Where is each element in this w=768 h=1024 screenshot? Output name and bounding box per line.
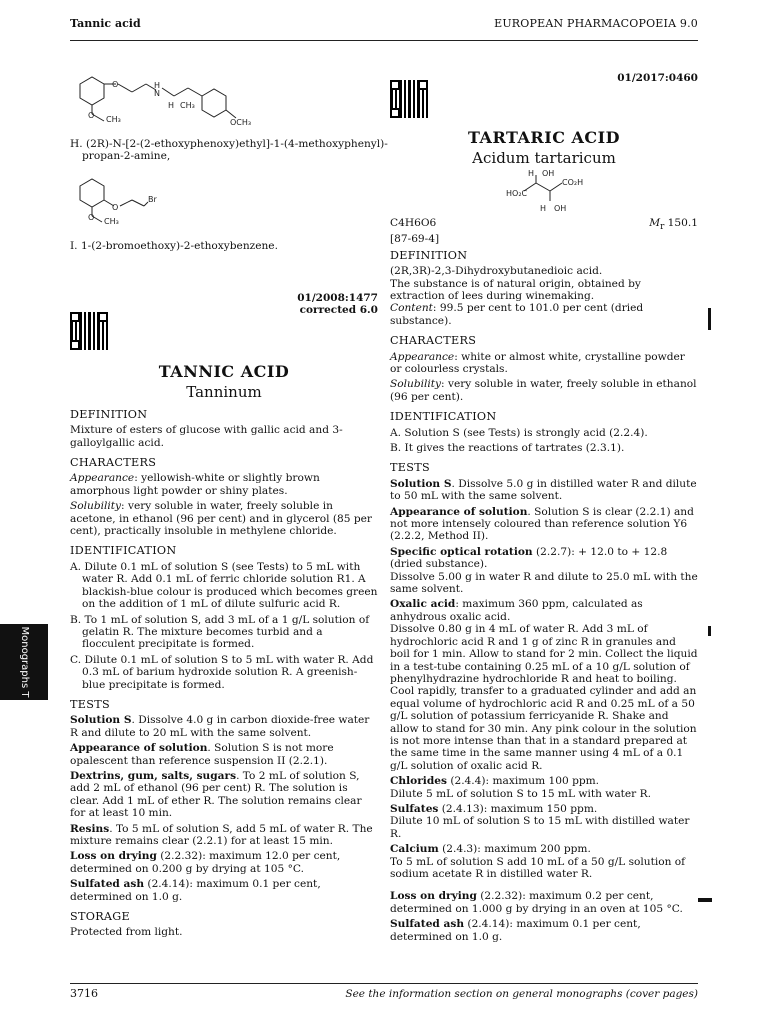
- impurity-h-name: H. (2R)-N-[2-(2-ethoxyphenoxy)ethyl]-1-(4-methoxyphenyl)-propan-2-amine,: [70, 138, 388, 163]
- test-appearance: Appearance of solution. Solution S is clear (2.2.1) and not more intensely coloured than reference solution Y6 (2.2.2, Method II).: [390, 505, 694, 543]
- section-heading: CHARACTERS: [70, 456, 157, 470]
- svg-text:CH₃: CH₃: [106, 115, 121, 124]
- tannic-acid-reference: 01/2008:1477 corrected 6.0: [297, 292, 378, 316]
- svg-text:Br: Br: [148, 195, 157, 204]
- svg-text:CH₃: CH₃: [104, 217, 119, 226]
- svg-text:CH₃: CH₃: [180, 101, 195, 110]
- change-mark: [698, 898, 712, 902]
- monograph-latin-name: Tanninum: [186, 383, 262, 402]
- section-heading: TESTS: [70, 697, 110, 711]
- section-heading: STORAGE: [70, 910, 131, 924]
- section-heading: IDENTIFICATION: [390, 410, 497, 424]
- tannic-acid-qr-code-image: [70, 312, 108, 350]
- solubility-text: Solubility: very soluble in water, freely soluble in acetone, in ethanol (96 per cent) and in glycerol (85 per cent), practically insoluble in methylene chloride.: [70, 500, 372, 538]
- change-bar: [708, 626, 711, 636]
- molecular-formula: C4H6O6: [390, 216, 437, 229]
- monographs-side-tab: Monographs T: [0, 624, 48, 700]
- running-header-left: Tannic acid: [70, 17, 141, 30]
- test-optical-rotation-method: Dissolve 5.00 g in water R and dilute to 25.0 mL with the same solvent.: [390, 570, 698, 596]
- test-chlorides: Chlorides (2.4.4): maximum 100 ppm.: [390, 775, 600, 788]
- section-heading: CHARACTERS: [390, 334, 477, 348]
- cas-number: [87-69-4]: [390, 233, 440, 246]
- svg-text:O: O: [88, 213, 95, 222]
- change-bar: [708, 308, 711, 330]
- appearance-text: Appearance: yellowish-white or slightly brown amorphous light powder or shiny plates.: [70, 472, 320, 497]
- running-header-right: EUROPEAN PHARMACOPOEIA 9.0: [494, 17, 698, 30]
- test-optical-rotation: Specific optical rotation (2.2.7): + 12.0 to + 12.8 (dried substance).: [390, 545, 668, 571]
- storage-text: Protected from light.: [70, 926, 183, 939]
- definition-text: (2R,3R)-2,3-Dihydroxybutanedioic acid.: [390, 265, 603, 278]
- test-solution-s: Solution S. Dissolve 4.0 g in carbon dioxide-free water R and dilute to 20 mL with the same solvent.: [70, 714, 370, 739]
- svg-text:H: H: [168, 101, 175, 110]
- identification-c: C. Dilute 0.1 mL of solution S to 5 mL with water R. Add 0.3 mL of barium hydroxide solution R. A greenish-blue precipitate is formed.: [70, 653, 374, 691]
- svg-text:H: H: [540, 203, 547, 213]
- test-chlorides-method: Dilute 5 mL of solution S to 15 mL with water R.: [390, 787, 651, 800]
- tartaric-acid-monograph: [390, 128, 698, 946]
- test-appearance: Appearance of solution. Solution S is not more opalescent than reference suspension II (2.2.1).: [70, 742, 334, 767]
- section-heading: DEFINITION: [390, 248, 468, 262]
- footer-rule: [70, 983, 698, 984]
- test-oxalic-acid: Oxalic acid: maximum 360 ppm, calculated as anhydrous oxalic acid.: [390, 598, 643, 623]
- svg-text:H: H: [528, 168, 535, 178]
- page-number: 3716: [70, 987, 98, 1000]
- tartaric-acid-reference: 01/2017:0460: [617, 72, 698, 84]
- svg-text:OCH₃: OCH₃: [230, 118, 252, 127]
- identification-a: A. Dilute 0.1 mL of solution S (see Tests) to 5 mL with water R. Add 0.1 mL of ferric chloride solution R1. A blackish-blue colour is produced which becomes green on the addition of 1 mL of dilute sulfuric acid R.: [70, 560, 378, 611]
- relative-molecular-mass: $M_r$ 150.1: [649, 216, 698, 232]
- test-resins: Resins. To 5 mL of solution S, add 5 mL of water R. The mixture remains clear (2.2.1) for at least 15 min.: [70, 822, 373, 847]
- tartaric-acid-qr-code-image: [390, 80, 428, 118]
- svg-text:H: H: [154, 81, 161, 90]
- solubility-text: Solubility: very soluble in water, freely soluble in ethanol (96 per cent).: [390, 378, 697, 403]
- monograph-title: TANNIC ACID: [158, 362, 290, 381]
- identification-b: B. It gives the reactions of tartrates (2.3.1).: [390, 442, 625, 455]
- tannic-acid-monograph: [70, 362, 378, 942]
- svg-text:O: O: [88, 111, 95, 120]
- content-text: Content: 99.5 per cent to 101.0 per cent (dried substance).: [390, 302, 644, 327]
- tartaric-acid-structure-image: [390, 169, 698, 213]
- svg-text:CO₂H: CO₂H: [562, 177, 584, 187]
- svg-text:OH: OH: [554, 203, 567, 213]
- impurity-i-name: I. 1-(2-bromoethoxy)-2-ethoxybenzene.: [70, 240, 278, 252]
- test-calcium: Calcium (2.4.3): maximum 200 ppm.: [390, 843, 591, 856]
- test-sulfates-method: Dilute 10 mL of solution S to 15 mL with distilled water R.: [390, 815, 690, 840]
- test-loss-on-drying: Loss on drying (2.2.32): maximum 12.0 per cent, determined on 0.200 g by drying at 105 °C.: [70, 850, 341, 875]
- svg-text:HO₂C: HO₂C: [506, 188, 528, 198]
- test-sulfates: Sulfates (2.4.13): maximum 150 ppm.: [390, 802, 598, 815]
- impurity-i-structure-image: [70, 176, 180, 230]
- svg-text:N: N: [154, 89, 160, 98]
- section-heading: DEFINITION: [70, 407, 148, 421]
- impurity-h-structure-image: [70, 70, 260, 132]
- test-solution-s: Solution S. Dissolve 5.0 g in distilled water R and dilute to 50 mL with the same solvent.: [390, 477, 697, 503]
- section-heading: IDENTIFICATION: [70, 544, 177, 558]
- monograph-title: TARTARIC ACID: [468, 128, 620, 147]
- identification-b: B. To 1 mL of solution S, add 3 mL of a 1 g/L solution of gelatin R. The mixture becomes turbid and a flocculent precipitate is formed.: [70, 613, 370, 651]
- identification-a: A. Solution S (see Tests) is strongly acid (2.2.4).: [390, 426, 648, 439]
- definition-text: Mixture of esters of glucose with gallic acid and 3-galloylgallic acid.: [70, 424, 343, 449]
- test-sulfated-ash: Sulfated ash (2.4.14): maximum 0.1 per cent, determined on 1.0 g.: [390, 918, 641, 943]
- svg-text:O: O: [112, 203, 119, 212]
- monograph-latin-name: Acidum tartaricum: [472, 149, 616, 168]
- test-oxalic-acid-method: Dissolve 0.80 g in 4 mL of water R. Add 3 mL of hydrochloric acid R and 1 g of zinc R in granules and boil for 1 min. Allow to stand for 2 min. Collect the liquid in a test-tube containing 0.25 mL of a 10 g/L solution of phenylhydrazine hydrochloride R and heat to boiling. Cool rapidly, transfer to a graduated cylinder and add an equal volume of hydrochloric acid R and 0.25 mL of a 50 g/L solution of potassium ferricyanide R. Shake and allow to stand for 30 min. Any pink colour in the solution is not more intense than that in a standard prepared at the same time in the same manner using 4 mL of a 0.1 g/L solution of oxalic acid R.: [390, 623, 698, 772]
- test-loss-on-drying: Loss on drying (2.2.32): maximum 0.2 per cent, determined on 1.000 g by drying in an oven at 105 °C.: [390, 890, 683, 915]
- svg-text:OH: OH: [542, 168, 555, 178]
- header-rule: [70, 40, 698, 41]
- svg-text:O: O: [112, 80, 119, 89]
- test-sulfated-ash: Sulfated ash (2.4.14): maximum 0.1 per cent, determined on 1.0 g.: [70, 878, 321, 903]
- appearance-text: Appearance: white or almost white, crystalline powder or colourless crystals.: [390, 350, 685, 375]
- definition-origin: The substance is of natural origin, obtained by extraction of lees during winemaking.: [390, 277, 641, 302]
- footer-note: See the information section on general monographs (cover pages): [345, 988, 698, 1000]
- test-dextrins: Dextrins, gum, salts, sugars. To 2 mL of solution S, add 2 mL of ethanol (96 per cent) R. The solution is clear. Add 1 mL of ether R. The solution remains clear for at least 10 min.: [70, 769, 362, 820]
- section-heading: TESTS: [390, 461, 430, 475]
- test-calcium-method: To 5 mL of solution S add 10 mL of a 50 g/L solution of sodium acetate R in distilled water R.: [390, 855, 686, 881]
